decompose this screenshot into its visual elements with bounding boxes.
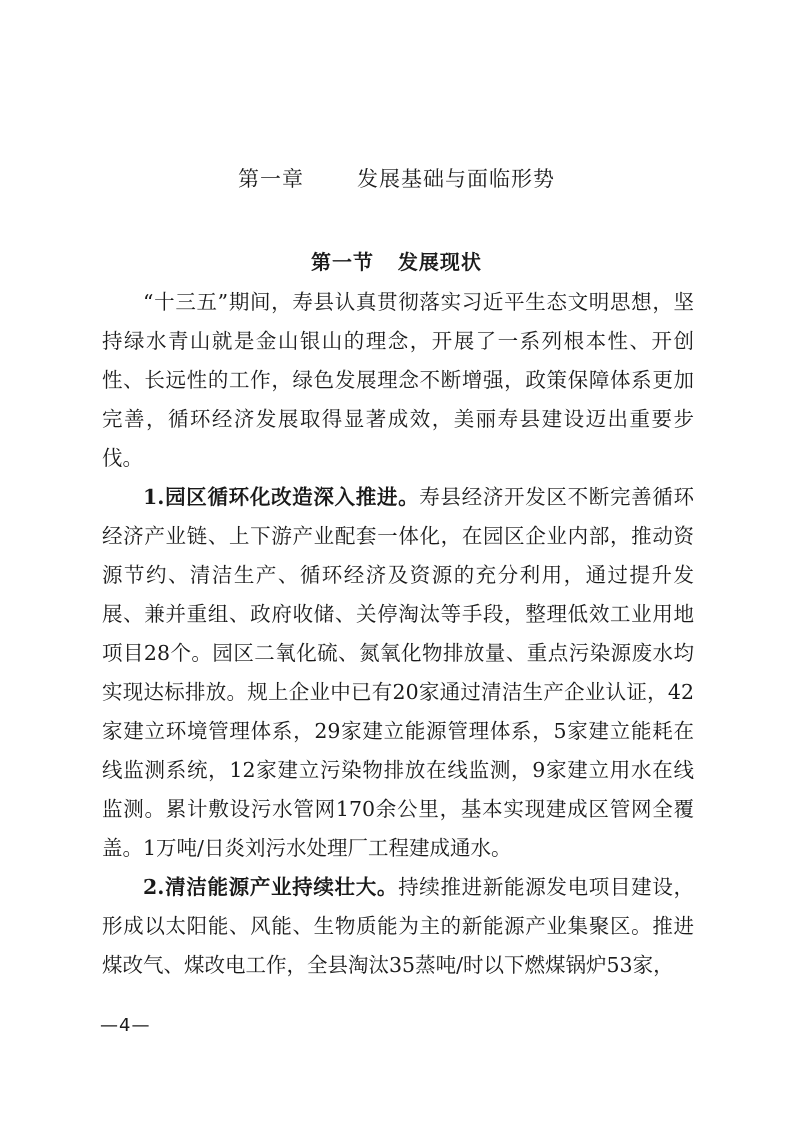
paragraph-lead: 1.园区循环化改造深入推进。 [143, 485, 420, 509]
section-title: 第一节 发展现状 [311, 250, 482, 274]
paragraph-text: 寿县经济开发区不断完善循环经济产业链、上下游产业配套一体化，在园区企业内部，推动资源节约、清洁生产、循环经济及资源的充分利用，通过提升发展、兼并重组、政府收储、关停淘汰等手段，整理低效工业用地项目28个。园区二氧化硫、氮氧化物排放量、重点污染源废水均实现达标排放。规上企业中已有20家通过清洁生产企业认证，42家建立环境管理体系，29家建立能源管理体系，5家建立能耗在线监测系统，12家建立污染物排放在线监测，9家建立用水在线监测。累计敷设污水管网170余公里，基本实现建成区管网全覆盖。1万吨/日炎刘污水处理厂工程建成通水。 [102, 485, 695, 860]
page-number: —4— [100, 1015, 151, 1036]
paragraph-text: “十三五”期间，寿县认真贯彻落实习近平生态文明思想，坚持绿水青山就是金山银山的理念，开展了一系列根本性、开创性、长远性的工作，绿色发展理念不断增强，政策保障体系更加完善，循环经济发展取得显著成效，美丽寿县建设迈出重要步伐。 [102, 290, 694, 470]
paragraph [102, 868, 694, 985]
body-text [102, 283, 694, 985]
chapter-title: 第一章 发展基础与面临形势 [237, 167, 556, 191]
paragraph [102, 283, 694, 478]
paragraph-lead: 2.清洁能源产业持续壮大。 [143, 875, 399, 899]
paragraph [102, 478, 694, 868]
paragraph-text: 持续推进新能源发电项目建设，形成以太阳能、风能、生物质能为主的新能源产业集聚区。推进煤改气、煤改电工作，全县淘汰35蒸吨/时以下燃煤锅炉53家， [102, 875, 694, 977]
